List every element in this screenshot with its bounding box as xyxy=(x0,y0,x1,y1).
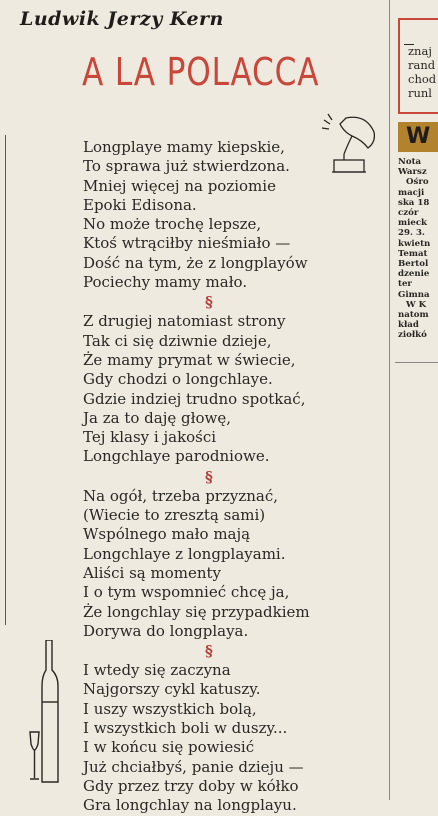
poem-line: Już chciałbyś, panie dzieju — xyxy=(83,757,304,776)
section-letter: W xyxy=(406,124,431,149)
stanza-4 xyxy=(83,661,310,815)
poem-line: I w końcu się powiesić xyxy=(83,738,255,757)
poem-line: Epoki Edisona. xyxy=(83,195,197,214)
news-line: macji xyxy=(398,187,425,198)
poem-line: Najgorszy cykl katuszy. xyxy=(83,680,261,699)
news-line: mieck xyxy=(398,218,428,229)
notice-line: chod xyxy=(408,72,437,86)
news-line: natom xyxy=(398,310,429,321)
left-frame-rule xyxy=(0,135,6,625)
poem-line: Pociechy mamy mało. xyxy=(83,273,248,292)
poem-line: Mniej więcej na poziomie xyxy=(83,176,276,195)
author-name: Ludwik Jerzy Kern xyxy=(20,8,224,30)
stanza-separator: § xyxy=(205,467,213,486)
poem-line: Tej klasy i jakości xyxy=(83,428,217,447)
news-line: W K xyxy=(406,299,427,310)
stanza-2 xyxy=(83,312,310,466)
poem-line: No może trochę lepsze, xyxy=(83,215,262,234)
poem-line: Wspólnego mało mają xyxy=(83,525,251,544)
news-line: Bertol xyxy=(398,259,429,270)
news-column xyxy=(398,157,430,341)
poem-line: (Wiecie to zresztą sami) xyxy=(83,506,266,525)
poem-line: Gdy przez trzy doby w kółko xyxy=(83,776,299,795)
news-line: Warsz xyxy=(398,167,427,178)
bottle-and-glass-icon xyxy=(28,640,68,785)
poem-line: Longchlaye z longplayami. xyxy=(83,544,286,563)
news-line: czór xyxy=(398,208,419,219)
poem-line: I uszy wszystkich bolą, xyxy=(83,699,257,718)
news-line: dzenie xyxy=(398,269,430,280)
stanza-1 xyxy=(83,138,310,292)
news-line: Gimna xyxy=(398,289,430,300)
poem-line: Aliści są momenty xyxy=(83,563,222,582)
news-line: Temat xyxy=(398,248,428,259)
notice-line: runl xyxy=(408,86,432,100)
poem-line: Dorywa do longplaya. xyxy=(83,621,249,640)
poem-line: Longchlaye parodniowe. xyxy=(83,447,270,466)
news-line: ter xyxy=(398,279,412,290)
news-line: 29. 3. xyxy=(398,228,425,239)
poem-line: Longplaye mamy kiepskie, xyxy=(83,138,285,156)
news-line: Ośro xyxy=(406,177,429,188)
news-line: kwietn xyxy=(398,238,431,249)
poem-line: I o tym wspomnieć chcę ja, xyxy=(83,583,290,602)
poem-line: Ja za to daję głowę, xyxy=(83,408,231,427)
notice-line: rand xyxy=(408,58,436,72)
poem-line: I wtedy się zaczyna xyxy=(83,661,231,680)
gramophone-icon xyxy=(318,110,380,182)
poem-line: Że mamy prymat w świecie, xyxy=(83,350,296,369)
poem-line: Z drugiej natomiast strony xyxy=(83,312,286,331)
news-line: Nota xyxy=(398,157,422,167)
news-line: ziołkó xyxy=(398,330,427,341)
notice-line: znaj xyxy=(408,44,432,58)
news-line: kład xyxy=(398,320,419,331)
poem-line: Gdzie indziej trudno spotkać, xyxy=(83,389,306,408)
poem-line: Dość na tym, że z longplayów xyxy=(83,253,308,272)
stanza-separator: § xyxy=(205,642,213,661)
poem-line: Ktoś wtrąciłby nieśmiało — xyxy=(83,234,291,253)
poem xyxy=(83,138,310,816)
poem-line: Że longchlay się przypadkiem xyxy=(83,602,310,621)
news-line: ska 18 xyxy=(398,197,430,208)
poem-line: I wszystkich boli w duszy... xyxy=(83,719,288,738)
stanza-3 xyxy=(83,487,310,641)
column-divider xyxy=(389,0,390,800)
article-title: A LA POLACCA xyxy=(82,50,320,94)
section-header xyxy=(398,122,438,152)
stanza-separator: § xyxy=(205,293,213,312)
poem-line: Tak ci się dziwnie dzieje, xyxy=(83,331,272,350)
news-rule xyxy=(395,362,438,363)
poem-line: Gdy chodzi o longchlaye. xyxy=(83,370,273,389)
poem-line: To sprawa już stwierdzona. xyxy=(83,157,290,176)
poem-line: Na ogół, trzeba przyznać, xyxy=(83,486,279,505)
poem-line: Gra longchlay na longplayu. xyxy=(83,796,297,815)
